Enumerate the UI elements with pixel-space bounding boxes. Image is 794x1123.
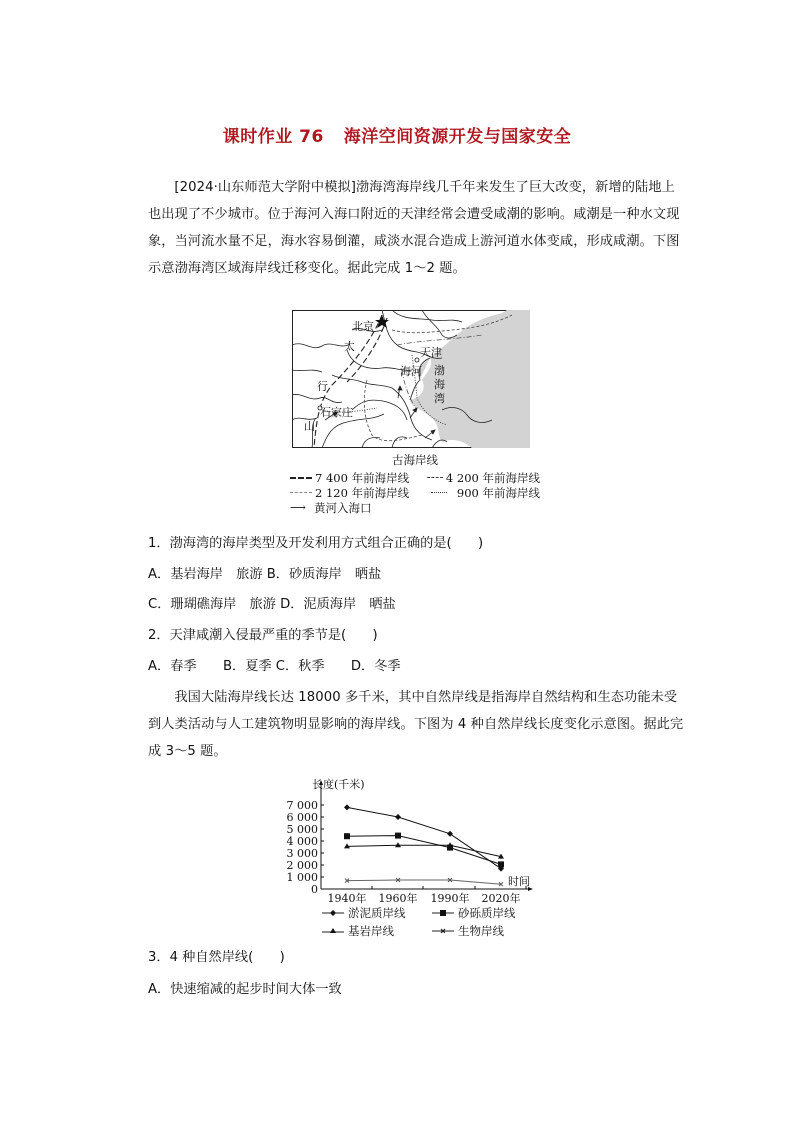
- legend-item-2120: 2 120 年前海岸线: [290, 485, 431, 501]
- question-2-options-row-1: A．春季 B．夏季 C．秋季 D．冬季: [148, 659, 401, 674]
- chart-legend: [322, 904, 542, 940]
- map-label-taihang-2: 行: [317, 380, 328, 393]
- legend-item-900: 900 年前海岸线: [431, 485, 540, 501]
- triangle-marker-line-icon: [322, 927, 344, 935]
- x-axis-label: 时间: [508, 875, 530, 888]
- coastline-length-chart: [280, 776, 540, 904]
- square-marker-icon: [395, 833, 401, 839]
- map-label-tianjin: 天津: [420, 346, 442, 359]
- x-tick-label: 2020年: [481, 892, 521, 904]
- diamond-marker-icon: [395, 814, 401, 820]
- question-3-stem: 3．4 种自然岸线( ): [148, 950, 285, 965]
- legend-series-bedrock: 基岩岸线: [322, 923, 432, 939]
- long-dash-line-icon: [290, 477, 312, 479]
- page-title: [0, 122, 794, 147]
- square-marker-icon: [344, 833, 350, 839]
- map-label-beijing: 北京: [352, 320, 374, 333]
- question-1-stem: 1．渤海湾的海岸类型及开发利用方式组合正确的是( ): [148, 536, 484, 551]
- map-label-haihe: 海河: [400, 365, 422, 378]
- x-tick-label: 1940年: [327, 892, 367, 904]
- bohai-coastline-map: [292, 310, 530, 448]
- map-label-bohai-2: 海: [434, 378, 445, 391]
- legend-item-7400: 7 400 年前海岸线: [290, 470, 427, 486]
- y-tick-label: 7 000: [286, 799, 318, 812]
- dotted-line-icon: [431, 492, 447, 493]
- title-topic: 海洋空间资源开发与国家安全: [343, 127, 572, 147]
- x-tick-label: 1960年: [378, 892, 418, 904]
- passage-2: 我国大陆海岸线长达 18000 多千米，其中自然岸线是指海岸自然结构和生态功能未受到人类活动与人工建筑物明显影响的海岸线。下图为 4 种自然岸线长度变化示意图。据此完成 3～5 题。: [148, 690, 684, 759]
- map-legend-title: 古海岸线: [392, 453, 438, 467]
- question-3-option-a: A．快速缩减的起步时间大体一致: [148, 982, 342, 997]
- map-label-shijiazhuang: 石家庄: [320, 406, 353, 419]
- y-tick-label: 0: [311, 883, 318, 896]
- diamond-marker-icon: [447, 831, 453, 837]
- square-marker-line-icon: [432, 909, 454, 917]
- question-1-options-row-1: A．基岩海岸 旅游 B．砂质海岸 晒盐: [148, 567, 382, 582]
- map-label-taihang-3: 山: [304, 420, 315, 433]
- short-dash-line-icon: [427, 477, 443, 478]
- question-2-stem: 2．天津咸潮入侵最严重的季节是( ): [148, 628, 378, 643]
- y-tick-label: 3 000: [286, 847, 318, 860]
- y-tick-label: 2 000: [286, 859, 318, 872]
- diamond-marker-icon: [344, 804, 350, 810]
- map-legend: [290, 452, 540, 515]
- series-line-1: [347, 836, 501, 865]
- diamond-marker-line-icon: [322, 909, 344, 917]
- y-tick-label: 5 000: [286, 823, 318, 836]
- legend-item-4200: 4 200 年前海岸线: [427, 470, 540, 486]
- legend-series-biological: 生物岸线: [432, 923, 542, 939]
- gray-dash-line-icon: [290, 492, 312, 493]
- map-label-bohai-3: 湾: [434, 392, 445, 405]
- y-tick-label: 4 000: [286, 835, 318, 848]
- map-label-bohai-1: 渤: [434, 364, 445, 377]
- y-axis-label: 长度(千米): [312, 778, 365, 791]
- legend-series-gravel: 砂砾质岸线: [432, 905, 542, 921]
- passage-1: [2024·山东师范大学附中模拟]渤海湾海岸线几千年来发生了巨大改变，新增的陆地上也出现了不少城市。位于海河入海口附近的天津经常会遭受咸潮的影响。咸潮是一种水文现象，当河流水量不足，海水容易倒灌，咸淡水混合造成上游河道水体变咸，形成咸潮。下图示意渤海湾区域海岸线迁移变化。据此完成 1～2 题。: [148, 180, 680, 276]
- x-tick-label: 1990年: [430, 892, 470, 904]
- series-line-2: [347, 845, 501, 856]
- y-tick-label: 6 000: [286, 811, 318, 824]
- legend-item-yellow-river: ⟶ 黄河入海口: [290, 500, 372, 515]
- tianjin-city-marker-icon: [415, 358, 419, 362]
- series-line-0: [347, 807, 501, 868]
- title-lesson-number: 课时作业 76: [222, 127, 324, 147]
- series-line-3: [347, 880, 501, 884]
- map-label-taihang-1: 太: [344, 340, 355, 353]
- question-1-options-row-2: C．珊瑚礁海岸 旅游 D．泥质海岸 晒盐: [148, 597, 396, 612]
- legend-series-silt: 淤泥质岸线: [322, 905, 432, 921]
- y-tick-label: 1 000: [286, 871, 318, 884]
- square-marker-icon: [498, 861, 504, 867]
- arrow-line-icon: ⟶: [290, 500, 306, 514]
- cross-marker-line-icon: [432, 927, 454, 935]
